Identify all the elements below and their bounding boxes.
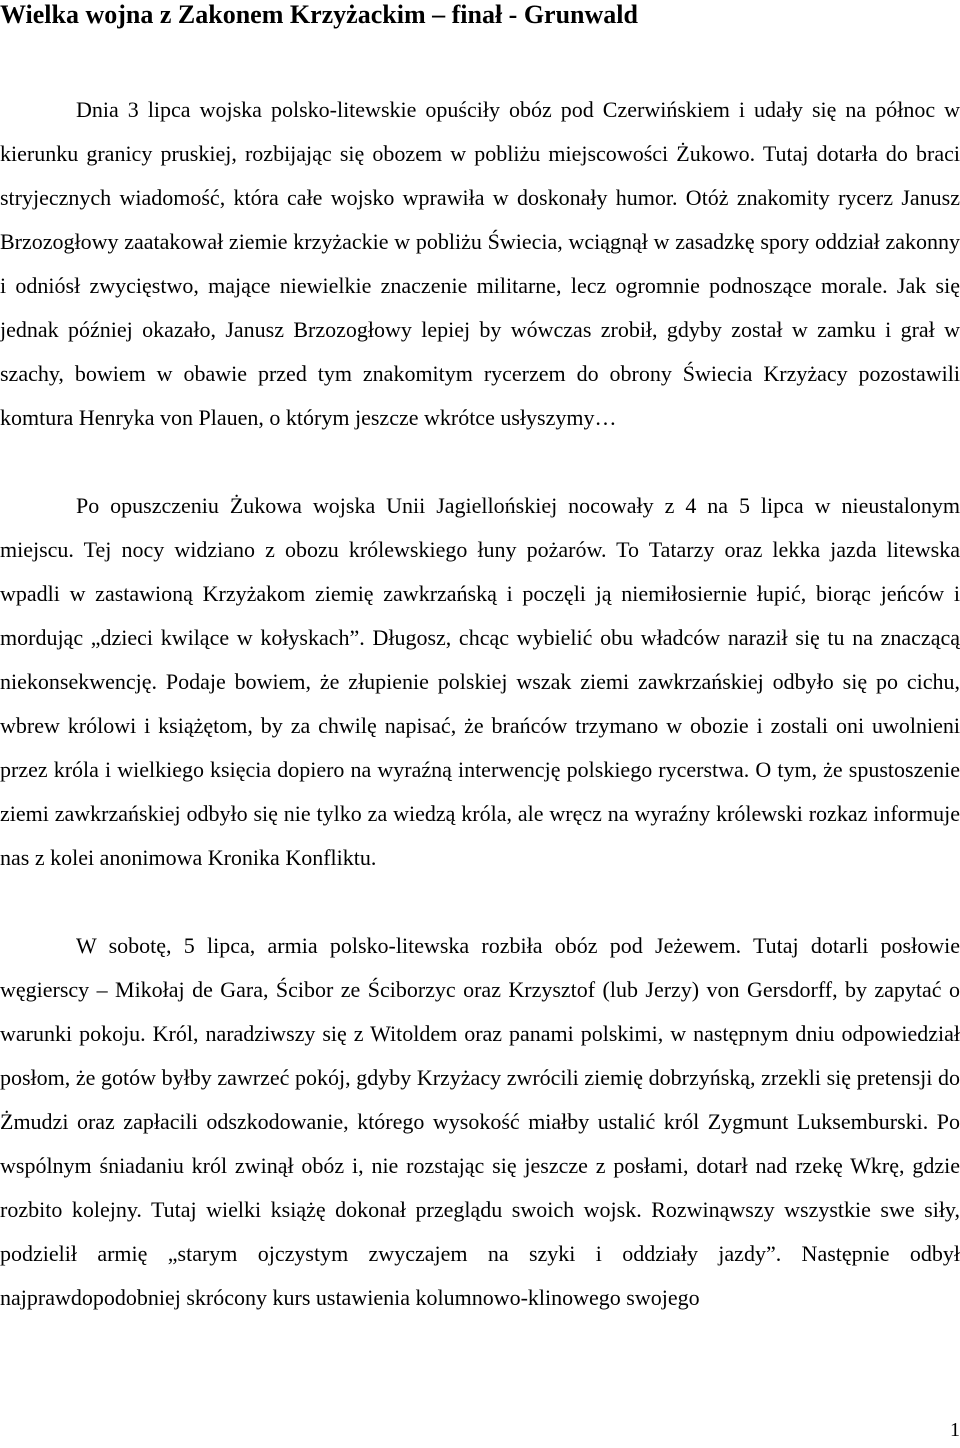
paragraph: Dnia 3 lipca wojska polsko-litewskie opuściły obóz pod Czerwińskiem i udały się na północ w kierunku granicy pruskiej, rozbijając się obozem w pobliżu miejscowości Żukowo. Tutaj dotarła do braci stryjecznych wiadomość, która całe wojsko wprawiła w doskonały humor. Otóż znakomity rycerz Janusz Brzozogłowy zaatakował ziemie krzyżackie w pobliżu Świecia, wciągnął w zasadzkę spory oddział zakonny i odniósł zwycięstwo, mające niewielkie znaczenie militarne, lecz ogromnie podnoszące morale. Jak się jednak później okazało, Janusz Brzozogłowy lepiej by wówczas zrobił, gdyby został w zamku i grał w szachy, bowiem w obawie przed tym znakomitym rycerzem do obrony Świecia Krzyżacy pozostawili komtura Henryka von Plauen, o którym jeszcze wkrótce usłyszymy… (0, 97, 960, 430)
paragraph: Po opuszczeniu Żukowa wojska Unii Jagiellońskiej nocowały z 4 na 5 lipca w nieustalonym miejscu. Tej nocy widziano z obozu królewskiego łuny pożarów. To Tatarzy oraz lekka jazda litewska wpadli w zastawioną Krzyżakom ziemię zawkrzańską i poczęli ją niemiłosiernie łupić, biorąc jeńców i mordując „dzieci kwilące w kołyskach”. Długosz, chcąc wybielić obu władców naraził się tu na znaczącą niekonsekwencję. Podaje bowiem, że złupienie polskiej wszak ziemi zawkrzańskiej odbyło się po cichu, wbrew królowi i książętom, by za chwilę napisać, że brańców trzymano w obozie i zostali oni uwolnieni przez króla i wielkiego księcia dopiero na wyraźną interwencję polskiego rycerstwa. O tym, że spustoszenie ziemi zawkrzańskiej odbyło się nie tylko za wiedzą króla, ale wręcz na wyraźny królewski rozkaz informuje nas z kolei anonimowa Kronika Konfliktu. (0, 493, 960, 870)
paragraph: W sobotę, 5 lipca, armia polsko-litewska rozbiła obóz pod Jeżewem. Tutaj dotarli posłowie węgierscy – Mikołaj de Gara, Ścibor ze Ściborzyc oraz Krzysztof (lub Jerzy) von Gersdorff, by zapytać o warunki pokoju. Król, naradziwszy się z Witoldem oraz panami polskimi, w następnym dniu odpowiedział posłom, że gotów byłby zawrzeć pokój, gdyby Krzyżacy zwrócili ziemię dobrzyńską, zrzekli się pretensji do Żmudzi oraz zapłacili odszkodowanie, którego wysokość miałby ustalić król Zygmunt Luksemburski. Po wspólnym śniadaniu król zwinął obóz i, nie rozstając się jeszcze z posłami, dotarł nad rzekę Wkrę, gdzie rozbito kolejny. Tutaj wielki książę dokonał przeglądu swoich wojsk. Rozwinąwszy wszystkie swe siły, podzielił armię „starym ojczystym zwyczajem na szyki i oddziały jazdy”. Następnie odbył najprawdopodobniej skrócony kurs ustawienia kolumnowo-klinowego swojego (0, 933, 960, 1310)
paragraph-gap (0, 440, 960, 484)
document-title: Wielka wojna z Zakonem Krzyżackim – finał - Grunwald (0, 0, 638, 29)
paragraph-gap (0, 880, 960, 924)
document-body (0, 88, 960, 1320)
page-number: 1 (950, 1419, 960, 1441)
